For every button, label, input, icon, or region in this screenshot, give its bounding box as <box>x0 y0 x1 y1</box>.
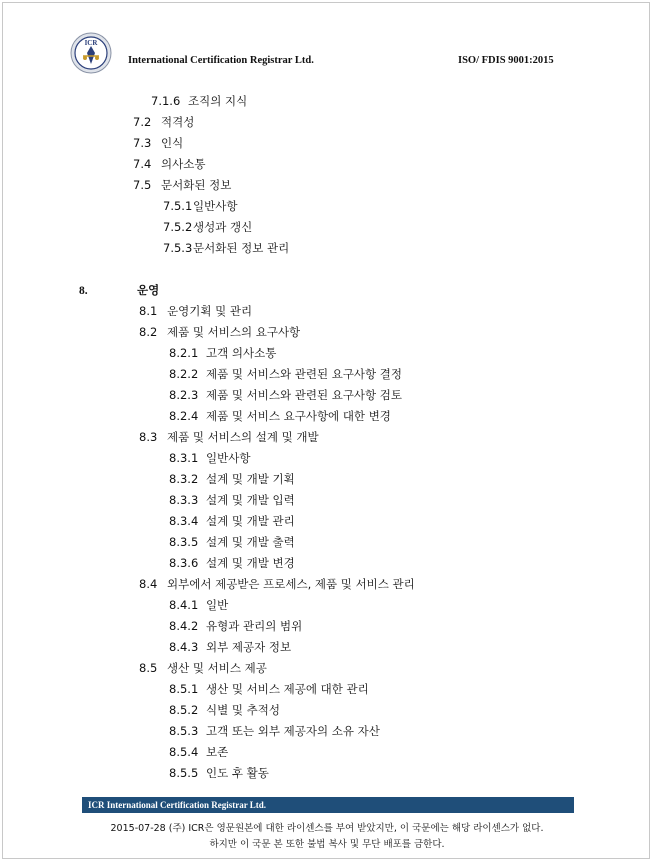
toc-number: 8.4.3 <box>169 640 199 654</box>
toc-entry <box>169 598 228 612</box>
toc-number: 8.1 <box>139 304 158 318</box>
toc-title: 외부 제공자 정보 <box>206 640 292 654</box>
toc-number: 7.2 <box>133 115 152 129</box>
toc-entry <box>169 493 295 507</box>
toc-title: 생산 및 서비스 제공 <box>167 661 267 675</box>
toc-title: 일반사항 <box>193 199 238 213</box>
toc-entry <box>169 514 295 528</box>
toc-title: 의사소통 <box>161 157 206 171</box>
toc-entry <box>133 115 194 129</box>
toc-entry <box>169 640 291 654</box>
toc-title: 식별 및 추적성 <box>206 703 280 717</box>
toc-entry <box>169 556 295 570</box>
toc-entry <box>139 325 300 339</box>
toc-title: 보존 <box>206 745 229 759</box>
toc-title: 유형과 관리의 범위 <box>206 619 303 633</box>
toc-title: 설계 및 개발 입력 <box>206 493 295 507</box>
toc-number: 7.5.3 <box>163 241 193 255</box>
standard-code: ISO/ FDIS 9001:2015 <box>458 55 554 66</box>
toc-entry <box>169 766 269 780</box>
toc-entry <box>163 199 237 213</box>
toc-entry <box>169 388 402 402</box>
toc-number: 8.4 <box>139 577 158 591</box>
toc-number: 8.3.4 <box>169 514 199 528</box>
toc-entry <box>169 409 391 423</box>
toc-title: 제품 및 서비스와 관련된 요구사항 검토 <box>206 388 403 402</box>
company-name: International Certification Registrar Ltd. <box>128 55 314 66</box>
toc-title: 운영기획 및 관리 <box>167 304 253 318</box>
footer-license-line-2: 하지만 이 국문 본 또한 불법 복사 및 무단 배포를 금한다. <box>209 839 445 850</box>
toc-number: 8.2.3 <box>169 388 199 402</box>
toc-title: 문서화된 정보 <box>161 178 232 192</box>
toc-entry <box>133 136 183 150</box>
toc-number: 8.5.5 <box>169 766 199 780</box>
toc-title: 설계 및 개발 기획 <box>206 472 295 486</box>
toc-title: 고객 의사소통 <box>206 346 277 360</box>
toc-number: 8.5.3 <box>169 724 199 738</box>
toc-entry <box>169 703 280 717</box>
toc-number: 8.3.5 <box>169 535 199 549</box>
toc-title: 제품 및 서비스와 관련된 요구사항 결정 <box>206 367 403 381</box>
toc-entry <box>169 346 276 360</box>
toc-entry <box>139 661 267 675</box>
footer-bar: ICR International Certification Registrar Ltd. <box>82 797 574 813</box>
toc-number: 7.5.1 <box>163 199 193 213</box>
toc-number: 8.3.2 <box>169 472 199 486</box>
toc-entry <box>169 619 302 633</box>
toc-number: 8.3 <box>139 430 158 444</box>
toc-title: 고객 또는 외부 제공자의 소유 자산 <box>206 724 380 738</box>
toc-chapter <box>79 283 159 298</box>
footer-license-line-1: 2015-07-28 (주) ICR은 영문원본에 대한 라이센스를 부여 받았지만, 이 국문에는 해당 라이센스가 없다. <box>110 823 544 834</box>
toc-entry <box>139 304 252 318</box>
toc-number: 8.2.4 <box>169 409 199 423</box>
toc-number: 8.2.2 <box>169 367 199 381</box>
toc-number: 8.3.6 <box>169 556 199 570</box>
toc-title: 운영 <box>137 283 160 297</box>
toc-number: 8.2.1 <box>169 346 199 360</box>
toc-title: 인도 후 활동 <box>206 766 269 780</box>
toc-entry <box>169 472 295 486</box>
toc-entry <box>163 220 252 234</box>
logo-text: ICR <box>84 39 98 47</box>
toc-entry <box>133 157 205 171</box>
toc-title: 인식 <box>161 136 184 150</box>
toc-title: 설계 및 개발 출력 <box>206 535 295 549</box>
toc-number: 7.1.6 <box>151 94 181 108</box>
toc-entry <box>169 367 402 381</box>
toc-number: 8.5.1 <box>169 682 199 696</box>
toc-title: 제품 및 서비스의 설계 및 개발 <box>167 430 319 444</box>
toc-title: 적격성 <box>161 115 195 129</box>
toc-title: 일반사항 <box>206 451 251 465</box>
toc-number: 8.4.1 <box>169 598 199 612</box>
toc-number: 7.3 <box>133 136 152 150</box>
toc-entry <box>169 745 228 759</box>
toc-title: 생산 및 서비스 제공에 대한 관리 <box>206 682 369 696</box>
toc-entry <box>169 682 369 696</box>
toc-number: 7.4 <box>133 157 152 171</box>
toc-entry <box>169 535 295 549</box>
toc-title: 제품 및 서비스 요구사항에 대한 변경 <box>206 409 391 423</box>
toc-title: 외부에서 제공받은 프로세스, 제품 및 서비스 관리 <box>167 577 415 591</box>
toc-entry <box>139 577 415 591</box>
toc-number: 8.2 <box>139 325 158 339</box>
toc-title: 일반 <box>206 598 229 612</box>
toc-number: 8.3.1 <box>169 451 199 465</box>
toc-number: 7.5.2 <box>163 220 193 234</box>
icr-logo-icon <box>70 32 112 74</box>
toc-entry <box>133 178 231 192</box>
toc-title: 생성과 갱신 <box>193 220 253 234</box>
toc-title: 문서화된 정보 관리 <box>193 241 290 255</box>
toc-number: 8.3.3 <box>169 493 199 507</box>
toc-entry <box>169 724 380 738</box>
toc-title: 설계 및 개발 관리 <box>206 514 295 528</box>
toc-title: 조직의 지식 <box>188 94 248 108</box>
toc-number: 8.5.2 <box>169 703 199 717</box>
toc-entry <box>151 94 247 108</box>
toc-number: 7.5 <box>133 178 152 192</box>
toc-number: 8. <box>79 285 88 297</box>
toc-title: 설계 및 개발 변경 <box>206 556 295 570</box>
toc-number: 8.4.2 <box>169 619 199 633</box>
toc-entry <box>163 241 289 255</box>
toc-title: 제품 및 서비스의 요구사항 <box>167 325 301 339</box>
toc-entry <box>169 451 250 465</box>
toc-entry <box>139 430 319 444</box>
toc-number: 8.5.4 <box>169 745 199 759</box>
toc-number: 8.5 <box>139 661 158 675</box>
